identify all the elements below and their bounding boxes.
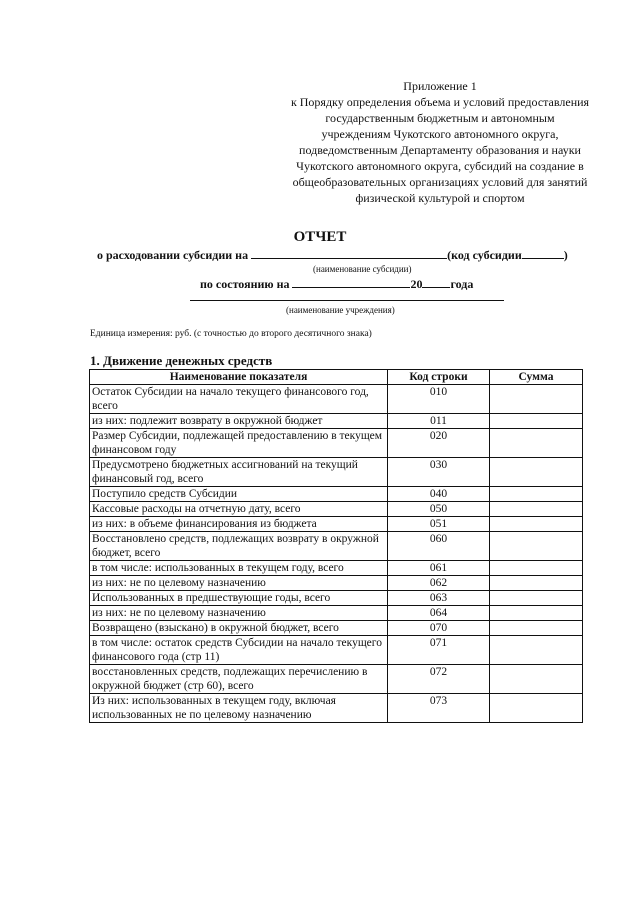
row-name: Остаток Субсидии на начало текущего финансового год, всего bbox=[90, 385, 388, 414]
report-subsidy-line bbox=[97, 247, 568, 263]
column-header-name: Наименование показателя bbox=[90, 370, 388, 385]
subsidy-caption: (наименование субсидии) bbox=[313, 264, 412, 274]
table-header-row bbox=[90, 370, 583, 385]
row-name: в том числе: остаток средств Субсидии на начало текущего финансового года (стр 11) bbox=[90, 636, 388, 665]
table-row bbox=[90, 665, 583, 694]
row-code: 064 bbox=[388, 606, 490, 621]
row-name: Размер Субсидии, подлежащей предоставлению в текущем финансовом году bbox=[90, 429, 388, 458]
row-code: 040 bbox=[388, 487, 490, 502]
year-prefix: 20 bbox=[410, 277, 423, 291]
table-row bbox=[90, 576, 583, 591]
row-code: 051 bbox=[388, 517, 490, 532]
table-row bbox=[90, 385, 583, 414]
row-name: Восстановлено средств, подлежащих возврату в окружной бюджет, всего bbox=[90, 532, 388, 561]
year-blank[interactable] bbox=[422, 276, 450, 288]
row-code: 072 bbox=[388, 665, 490, 694]
row-code: 063 bbox=[388, 591, 490, 606]
row-sum-cell[interactable] bbox=[490, 606, 583, 621]
column-header-sum: Сумма bbox=[490, 370, 583, 385]
row-code: 050 bbox=[388, 502, 490, 517]
appendix-line: подведомственным Департаменту образования и науки bbox=[299, 143, 581, 157]
table-row bbox=[90, 429, 583, 458]
row-code: 030 bbox=[388, 458, 490, 487]
year-suffix: года bbox=[450, 277, 474, 291]
row-sum-cell[interactable] bbox=[490, 517, 583, 532]
row-code: 070 bbox=[388, 621, 490, 636]
row-name: в том числе: использованных в текущем году, всего bbox=[90, 561, 388, 576]
column-header-code: Код строки bbox=[388, 370, 490, 385]
table-row bbox=[90, 561, 583, 576]
table-row bbox=[90, 532, 583, 561]
date-prefix: по состоянию на bbox=[200, 277, 290, 291]
cash-flow-table bbox=[89, 369, 583, 723]
row-name: восстановленных средств, подлежащих перечислению в окружной бюджет (стр 60), всего bbox=[90, 665, 388, 694]
subsidy-code-close: ) bbox=[563, 248, 568, 262]
row-sum-cell[interactable] bbox=[490, 487, 583, 502]
table-row bbox=[90, 591, 583, 606]
row-sum-cell[interactable] bbox=[490, 561, 583, 576]
institution-caption: (наименование учреждения) bbox=[286, 305, 395, 315]
row-sum-cell[interactable] bbox=[490, 385, 583, 414]
row-sum-cell[interactable] bbox=[490, 694, 583, 723]
row-sum-cell[interactable] bbox=[490, 458, 583, 487]
row-name: Кассовые расходы на отчетную дату, всего bbox=[90, 502, 388, 517]
table-row bbox=[90, 487, 583, 502]
row-sum-cell[interactable] bbox=[490, 636, 583, 665]
row-sum-cell[interactable] bbox=[490, 621, 583, 636]
row-code: 061 bbox=[388, 561, 490, 576]
subsidy-code-label: (код субсидии bbox=[447, 248, 522, 262]
row-code: 062 bbox=[388, 576, 490, 591]
subsidy-prefix: о расходовании субсидии на bbox=[97, 248, 249, 262]
appendix-line: физической культурой и спортом bbox=[355, 191, 525, 205]
row-code: 020 bbox=[388, 429, 490, 458]
row-sum-cell[interactable] bbox=[490, 665, 583, 694]
row-sum-cell[interactable] bbox=[490, 576, 583, 591]
row-code: 071 bbox=[388, 636, 490, 665]
report-title: ОТЧЕТ bbox=[293, 229, 347, 245]
table-row bbox=[90, 458, 583, 487]
row-name: из них: подлежит возврату в окружной бюджет bbox=[90, 414, 388, 429]
table-row bbox=[90, 606, 583, 621]
row-sum-cell[interactable] bbox=[490, 414, 583, 429]
row-name: Возвращено (взыскано) в окружной бюджет, всего bbox=[90, 621, 388, 636]
units-note: Единица измерения: руб. (с точностью до второго десятичного знака) bbox=[90, 329, 372, 339]
row-code: 060 bbox=[388, 532, 490, 561]
date-blank[interactable] bbox=[292, 276, 410, 288]
subsidy-code-blank[interactable] bbox=[522, 247, 564, 259]
table-row bbox=[90, 414, 583, 429]
appendix-line: Приложение 1 bbox=[403, 79, 477, 93]
row-name: Использованных в предшествующие годы, всего bbox=[90, 591, 388, 606]
table-row bbox=[90, 502, 583, 517]
institution-line[interactable] bbox=[190, 300, 504, 301]
row-sum-cell[interactable] bbox=[490, 502, 583, 517]
table-row bbox=[90, 636, 583, 665]
table-row bbox=[90, 621, 583, 636]
section-heading: 1. Движение денежных средств bbox=[90, 353, 273, 368]
appendix-line: общеобразовательных организациях условий для занятий bbox=[292, 175, 588, 189]
report-date-line bbox=[200, 276, 473, 292]
appendix-line: учреждениям Чукотского автономного округа, bbox=[321, 127, 559, 141]
appendix-line: к Порядку определения объема и условий предоставления bbox=[290, 95, 590, 109]
row-name: Из них: использованных в текущем году, включая использованных не по целевому назначению bbox=[90, 694, 388, 723]
row-sum-cell[interactable] bbox=[490, 591, 583, 606]
subsidy-name-blank[interactable] bbox=[251, 247, 447, 259]
table-row bbox=[90, 694, 583, 723]
appendix-line: государственным бюджетным и автономным bbox=[325, 111, 555, 125]
row-name: из них: не по целевому назначению bbox=[90, 606, 388, 621]
row-code: 010 bbox=[388, 385, 490, 414]
row-name: Предусмотрено бюджетных ассигнований на текущий финансовый год, всего bbox=[90, 458, 388, 487]
appendix-line: Чукотского автономного округа, субсидий на создание в bbox=[296, 159, 584, 173]
row-code: 073 bbox=[388, 694, 490, 723]
row-name: Поступило средств Субсидии bbox=[90, 487, 388, 502]
table-row bbox=[90, 517, 583, 532]
row-sum-cell[interactable] bbox=[490, 532, 583, 561]
row-name: из них: в объеме финансирования из бюджета bbox=[90, 517, 388, 532]
row-name: из них: не по целевому назначению bbox=[90, 576, 388, 591]
row-code: 011 bbox=[388, 414, 490, 429]
row-sum-cell[interactable] bbox=[490, 429, 583, 458]
